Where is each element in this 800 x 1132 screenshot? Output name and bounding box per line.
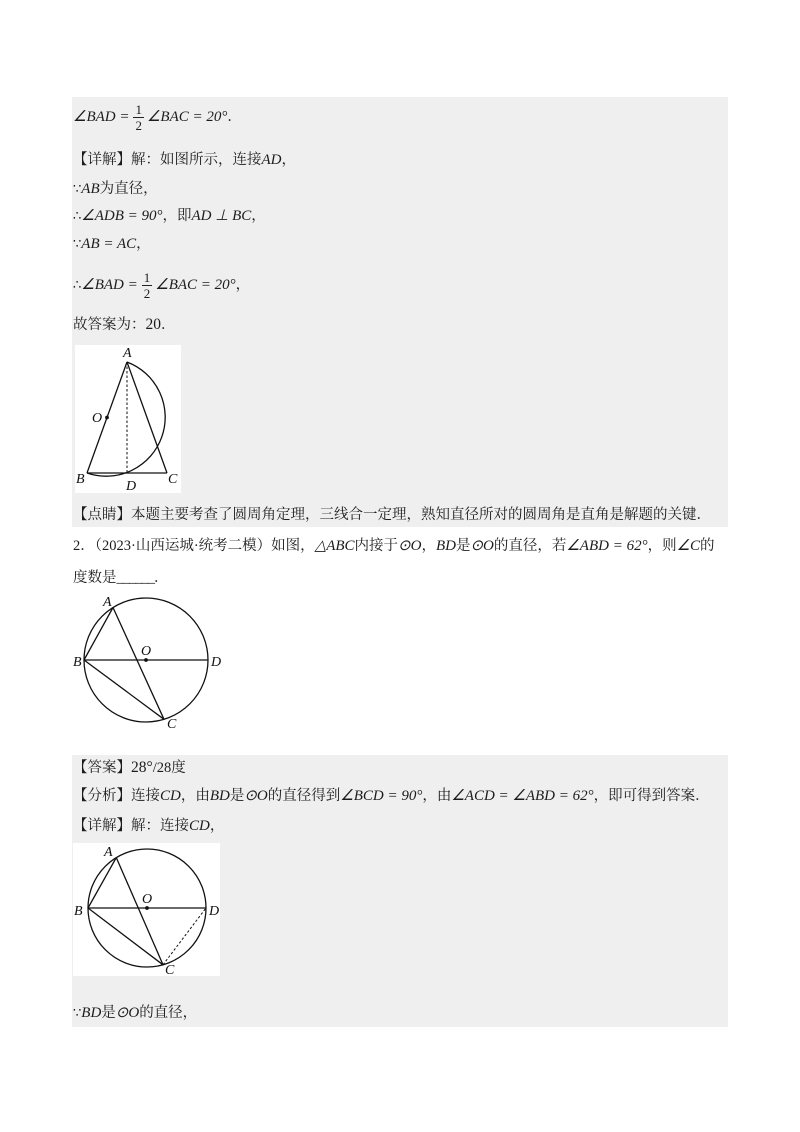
point-label-b: B (74, 904, 83, 919)
text-segment: ， (209, 818, 225, 834)
math-expression: ∠BCD = 90° (340, 788, 423, 804)
triangle-semicircle-diagram (75, 345, 181, 493)
solution2-line-3 (73, 815, 224, 837)
math-expression: ∠ABD = 62° (566, 538, 648, 554)
point-label-c: C (165, 963, 175, 976)
text-segment: 的 (700, 538, 715, 554)
math-expression: AB = AC (81, 236, 137, 252)
math-expression: △ABC (314, 538, 355, 554)
answer-blank: ______ (116, 570, 154, 586)
math-expression: AD ⊥ BC (191, 208, 252, 224)
chord-ab (88, 858, 116, 908)
text-segment: ． (227, 109, 242, 125)
text-segment: 的直径，若 (493, 538, 567, 554)
fraction-numerator: 1 (135, 102, 142, 118)
math-expression: AD (261, 152, 282, 168)
therefore-symbol: ∴ (73, 278, 82, 293)
text-segment: 【分析】连接 (73, 788, 160, 804)
point-label-a: A (104, 845, 113, 860)
solution1-line-1 (73, 102, 242, 132)
math-expression: ⊙O (398, 538, 422, 554)
solution2-line-4 (73, 1002, 197, 1024)
chord-cd-dashed (163, 908, 206, 965)
because-symbol: ∵ (73, 182, 82, 197)
chord-ac (113, 608, 164, 720)
side-ac (127, 362, 167, 473)
solution2-line-1 (73, 757, 186, 779)
math-expression: ∠BAD = (81, 277, 138, 293)
text-segment: ， (421, 538, 436, 554)
text-segment: /28度 (152, 760, 186, 776)
text-segment: ， (281, 152, 296, 168)
solution1-line-7 (73, 314, 176, 336)
chord-bc (84, 660, 164, 719)
solution2-line-2 (73, 785, 710, 807)
text-segment: 的直径得到 (267, 788, 341, 804)
text-segment: 【详解】解：连接 (73, 818, 189, 834)
math-expression: ⊙O (115, 1005, 140, 1021)
fraction-one-half (142, 271, 153, 300)
text-segment: ， (251, 208, 266, 224)
fraction-denominator: 2 (135, 118, 142, 134)
text-segment: ，即 (162, 208, 192, 224)
text-segment: 是 (455, 538, 471, 554)
point-label-d: D (126, 479, 137, 493)
answer-value: 28° (131, 759, 153, 776)
figure-question2-circle (70, 590, 230, 735)
text-segment: 是 (101, 1005, 116, 1021)
text-segment: 是 (229, 788, 245, 804)
inscribed-triangle-diagram (70, 590, 230, 735)
point-label-c: C (168, 472, 178, 487)
point-label-d: D (209, 904, 220, 919)
text-segment: 为直径， (99, 181, 158, 197)
text-segment: 【点睛】本题主要考查了圆周角定理，三线合一定理，熟知直径所对的圆周角是直角是解题的关键． (73, 507, 711, 523)
math-expression: AB (81, 181, 100, 197)
math-expression: BD (209, 788, 230, 804)
solution1-line-4 (73, 205, 266, 227)
point-label-a: A (103, 595, 112, 610)
math-expression: ∠BAD = (73, 109, 130, 125)
fraction-numerator: 1 (143, 270, 151, 286)
solution1-line-5 (73, 233, 151, 255)
text-segment: 内接于 (354, 538, 399, 554)
solution1-line-2 (73, 149, 296, 171)
chord-ab (84, 608, 113, 661)
chord-bc (88, 908, 163, 965)
math-expression: ⊙O (244, 788, 268, 804)
point-label-b: B (76, 472, 85, 487)
because-symbol: ∵ (73, 237, 82, 252)
text-segment: ，即可得到答案． (593, 788, 710, 804)
center-point-o (105, 416, 109, 420)
answer-value: 20 (145, 316, 161, 333)
text-segment: ， (235, 277, 251, 293)
math-expression: ∠ACD = ∠ABD = 62° (451, 788, 594, 804)
text-segment: 的直径， (139, 1005, 198, 1021)
figure-solution2-circle (73, 843, 220, 976)
solution1-line-6 (73, 270, 250, 300)
point-label-d: D (211, 655, 222, 670)
point-label-o: O (92, 411, 103, 426)
math-expression: ∠ADB = 90° (81, 208, 163, 224)
text-segment: 【详解】解：如图所示，连接 (73, 152, 262, 168)
text-segment: 2．（2023·山西运城·统考二模）如图， (73, 538, 315, 554)
solution1-line-3 (73, 178, 158, 200)
text-segment: ． (161, 317, 176, 333)
point-label-a: A (123, 346, 132, 361)
text-segment: 度数是 (73, 570, 117, 586)
text-segment: ． (154, 570, 169, 586)
point-label-b: B (73, 655, 82, 670)
answer-tag: 【答案】 (73, 760, 131, 776)
solution1-line-8 (73, 504, 711, 526)
math-expression: CD (160, 788, 181, 804)
math-expression: BD (81, 1005, 102, 1021)
text-segment: ，则 (647, 538, 677, 554)
math-expression: ∠C (676, 538, 701, 554)
math-expression: ∠BAC = 20° (146, 109, 228, 125)
text-segment: 故答案为： (73, 317, 146, 333)
inscribed-triangle-with-cd-diagram (73, 843, 220, 976)
figure-triangle-semicircle (75, 345, 181, 493)
question2-line-2 (73, 567, 169, 589)
math-expression: CD (189, 818, 210, 834)
because-symbol: ∵ (73, 1006, 82, 1021)
fraction-denominator: 2 (143, 286, 151, 302)
point-label-o: O (142, 892, 153, 907)
fraction-one-half (133, 103, 144, 132)
chord-ac (116, 858, 163, 965)
text-segment: ，由 (180, 788, 210, 804)
therefore-symbol: ∴ (73, 209, 82, 224)
question2-line-1 (73, 535, 715, 557)
point-label-c: C (167, 717, 177, 732)
text-segment: ， (136, 236, 151, 252)
text-segment: ，由 (422, 788, 452, 804)
point-label-o: O (141, 644, 152, 659)
math-expression: ⊙O (470, 538, 494, 554)
math-expression: ∠BAC = 20° (155, 277, 236, 293)
math-expression: BD (435, 538, 456, 554)
